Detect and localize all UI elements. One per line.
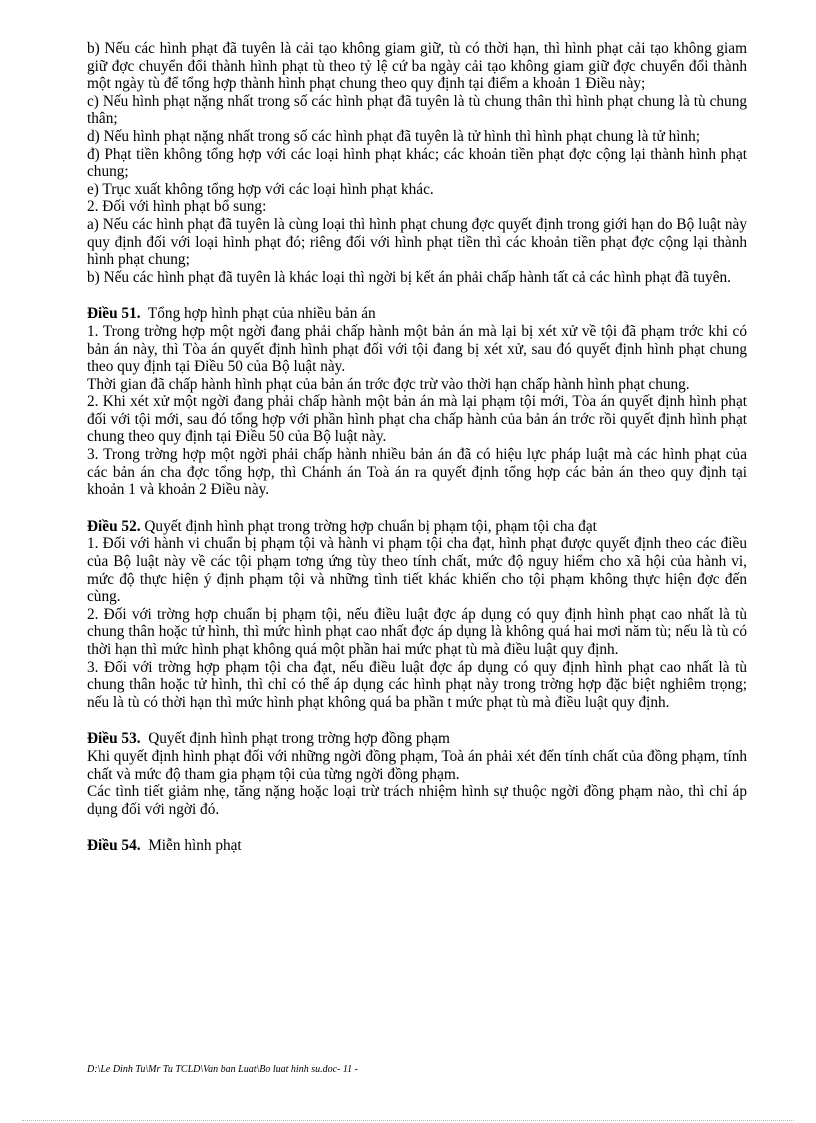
article-paragraph: 3. Đối với trờng hợp phạm tội cha đạt, nếu điều luật đợc áp dụng có quy định hình phạt cao nhất là tù chung thân hoặc tử hình, thì chỉ có thể áp dụng các hình phạt này trong trờng hợp đặc biệt nghiêm trọng; nếu là tù có thời hạn thì mức hình phạt không quá ba phần t mức phạt tù mà điều luật quy định. (87, 658, 747, 711)
intro-paragraph: b) Nếu các hình phạt đã tuyên là cải tạo không giam giữ, tù có thời hạn, thì hình phạt cải tạo không giam giữ đợc chuyển đổi thành hình phạt tù theo tỷ lệ cứ ba ngày cải tạo không giam giữ đợc chuyển đổi thành một ngày tù để tổng hợp thành hình phạt chung theo quy định tại điểm a khoản 1 Điều này; (87, 40, 747, 93)
intro-section (87, 40, 747, 286)
article-heading (87, 837, 747, 855)
article-label: Điều 53. (87, 730, 141, 748)
page-footer: D:\Le Dinh Tu\Mr Tu TCLD\Van ban Luat\Bo luat hinh su.doc- 11 - (87, 1064, 358, 1075)
article-title: Quyết định hình phạt trong trờng hợp đồng phạm (148, 730, 450, 748)
article-title: Quyết định hình phạt trong trờng hợp chuẩn bị phạm tội, phạm tội cha đạt (144, 517, 597, 535)
article-paragraph: 2. Khi xét xử một ngời đang phải chấp hành một bản án mà lại phạm tội mới, Tòa án quyết định hình phạt đối với tội mới, sau đó tổng hợp với phần hình phạt cha chấp hành của bản án trớc rồi quyết định hình phạt chung theo quy định tại Điều 50 của Bộ luật này. (87, 393, 747, 446)
intro-paragraph: d) Nếu hình phạt nặng nhất trong số các hình phạt đã tuyên là tử hình thì hình phạt chung là tử hình; (87, 127, 701, 145)
article-label: Điều 51. (87, 305, 141, 323)
article-title: Tổng hợp hình phạt của nhiều bản án (147, 305, 376, 323)
page-bottom-divider (22, 1120, 794, 1121)
article-paragraph: 1. Đối với hành vi chuẩn bị phạm tội và hành vi phạm tội cha đạt, hình phạt được quyết định theo các điều của Bộ luật này về các tội phạm tơng ứng tùy theo tính chất, mức độ nguy hiểm cho xã hội của hành vi, mức độ thực hiện ý định phạm tội và những tình tiết khác khiến cho tội phạm không thực hiện đợc đến cùng. (87, 535, 747, 606)
intro-paragraph: 2. Đối với hình phạt bổ sung: (87, 198, 267, 216)
intro-paragraph: a) Nếu các hình phạt đã tuyên là cùng loại thì hình phạt chung đợc quyết định trong giới hạn do Bộ luật này quy định đối với loại hình phạt đó; riêng đối với hình phạt tiền thì các khoản tiền phạt đợc cộng lại thành hình phạt chung; (87, 215, 747, 269)
document-body (87, 40, 747, 855)
article-paragraph: Khi quyết định hình phạt đối với những ngời đồng phạm, Toà án phải xét đến tính chất của đồng phạm, tính chất và mức độ tham gia phạm tội của từng ngời đồng phạm. (87, 747, 747, 783)
intro-paragraph: e) Trục xuất không tổng hợp với các loại hình phạt khác. (87, 180, 434, 198)
article-paragraph: Thời gian đã chấp hành hình phạt của bản án trớc đợc trừ vào thời hạn chấp hành hình phạt chung. (87, 375, 690, 393)
intro-paragraph: b) Nếu các hình phạt đã tuyên là khác loại thì ngời bị kết án phải chấp hành tất cả các hình phạt đã tuyên. (87, 268, 731, 286)
article-heading (87, 730, 747, 748)
article-title: Miễn hình phạt (148, 837, 242, 855)
intro-paragraph: đ) Phạt tiền không tổng hợp với các loại hình phạt khác; các khoản tiền phạt đợc cộng lại thành hình phạt chung; (87, 145, 747, 181)
article-51 (87, 305, 747, 499)
article-heading (87, 305, 747, 323)
article-paragraph: 3. Trong trờng hợp một ngời phải chấp hành nhiều bản án đã có hiệu lực pháp luật mà các hình phạt của các bản án cha đợc tổng hợp, thì Chánh án Toà án ra quyết định tổng hợp các bản án theo quy định tại khoản 1 và khoản 2 Điều này. (87, 446, 747, 499)
article-54 (87, 837, 747, 855)
article-53 (87, 730, 747, 818)
article-label: Điều 54. (87, 837, 141, 855)
article-label: Điều 52. (87, 517, 141, 535)
article-paragraph: Các tình tiết giảm nhẹ, tăng nặng hoặc loại trừ trách nhiệm hình sự thuộc ngời đồng phạm nào, thì chỉ áp dụng đối với ngời đó. (87, 783, 747, 818)
article-heading (87, 518, 747, 536)
intro-paragraph: c) Nếu hình phạt nặng nhất trong số các hình phạt đã tuyên là tù chung thân thì hình phạt chung là tù chung thân; (87, 92, 747, 128)
article-52 (87, 518, 747, 712)
article-paragraph: 1. Trong trờng hợp một ngời đang phải chấp hành một bản án mà lại bị xét xử về tội đã phạm trớc khi có bản án này, thì Tòa án quyết định hình phạt đối với tội đang bị xét xử, sau đó quyết định hình phạt chung theo quy định tại Điều 50 của Bộ luật này. (87, 322, 747, 376)
article-paragraph: 2. Đối với trờng hợp chuẩn bị phạm tội, nếu điều luật đợc áp dụng có quy định hình phạt cao nhất là tù chung thân hoặc tử hình, thì mức hình phạt cao nhất đợc áp dụng là không quá hai mơi năm tù; nếu là tù có thời hạn thì mức hình phạt không quá một phần hai mức phạt tù mà điều luật quy định. (87, 605, 747, 658)
